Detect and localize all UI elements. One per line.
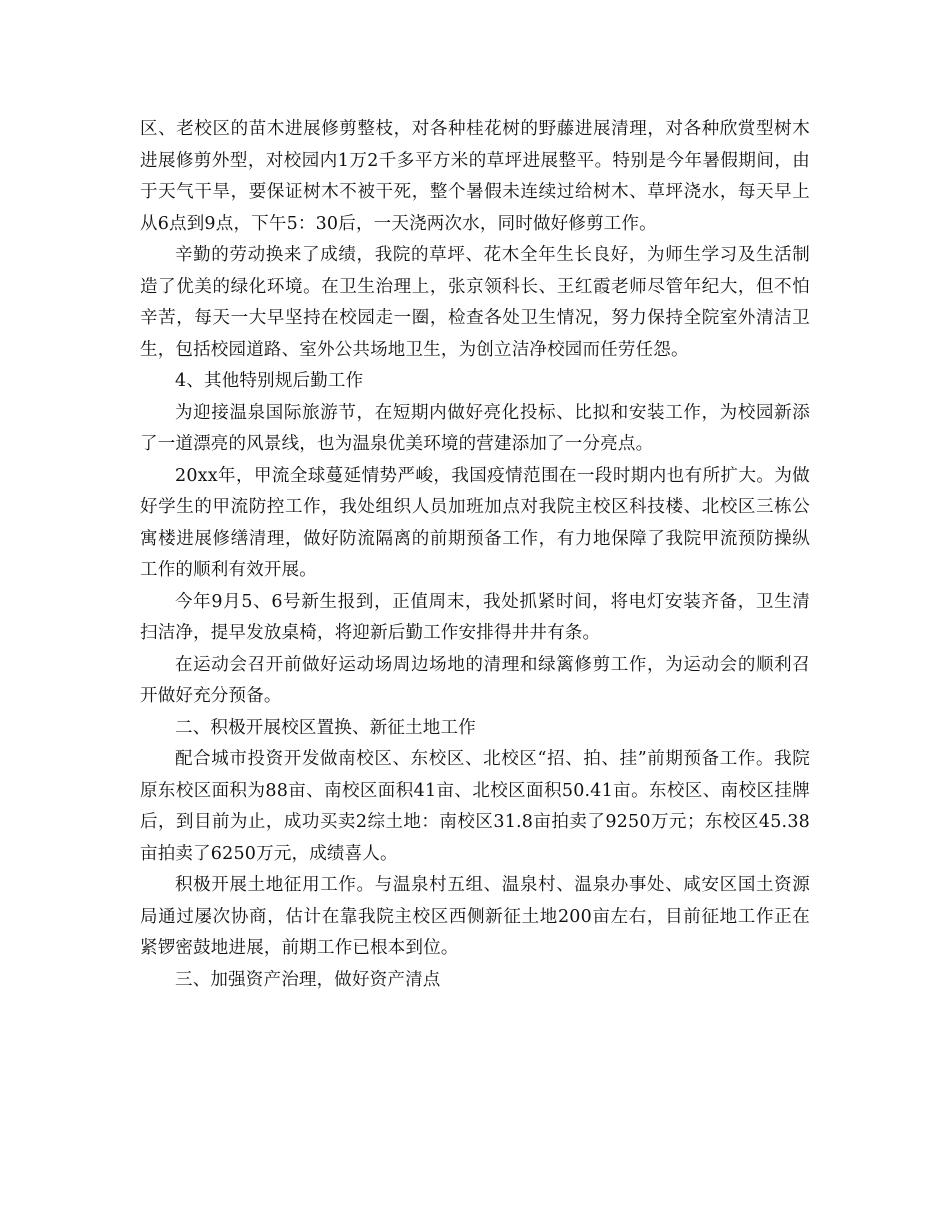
paragraph-sports-meet: 在运动会召开前做好运动场周边场地的清理和绿篱修剪工作，为运动会的顺利召开做好充分预备。 (140, 654, 810, 706)
paragraph-tourism-festival: 为迎接温泉国际旅游节，在短期内做好亮化投标、比拟和安装工作，为校园新添了一道漂亮的风景线，也为温泉优美环境的营建添加了一分亮点。 (140, 402, 810, 454)
paragraph-new-students: 今年9月5、6号新生报到，正值周末，我处抓紧时间，将电灯安装齐备，卫生清扫洁净，提早发放桌椅，将迎新后勤工作安排得井井有条。 (140, 591, 810, 643)
document-body (140, 114, 810, 996)
paragraph-greening-continued: 区、老校区的苗木进展修剪整枝，对各种桂花树的野藤进展清理，对各种欣赏型树木进展修剪外型，对校园内1万2千多平方米的草坪进展整平。特别是今年暑假期间，由于天气干旱，要保证树木不被干死，整个暑假未连续过给树木、草坪浇水，每天早上从6点到9点，下午5：30后，一天浇两次水，同时做好修剪工作。 (140, 119, 810, 234)
section-heading-asset-management: 三、加强资产治理，做好资产清点 (175, 969, 441, 990)
paragraph-land-auction: 配合城市投资开发做南校区、东校区、北校区“招、拍、挂”前期预备工作。我院原东校区面积为88亩、南校区面积41亩、北校区面积50.41亩。东校区、南校区挂牌后，到目前为止，成功买卖2综土地：南校区31.8亩拍卖了9250万元；东校区45.38亩拍卖了6250万元，成绩喜人。 (140, 749, 810, 864)
paragraph-land-acquisition: 积极开展土地征用工作。与温泉村五组、温泉村、温泉办事处、咸安区国土资源局通过屡次协商，估计在靠我院主校区西侧新征土地200亩左右，目前征地工作正在紧锣密鼓地进展，前期工作已根本到位。 (140, 875, 810, 958)
section-heading-other-logistics: 4、其他特别规后勤工作 (175, 371, 364, 391)
section-heading-campus-replacement: 二、积极开展校区置换、新征土地工作 (175, 717, 476, 738)
paragraph-flu-prevention: 20xx年，甲流全球蔓延情势严峻，我国疫情范围在一段时期内也有所扩大。为做好学生的甲流防控工作，我处组织人员加班加点对我院主校区科技楼、北校区三栋公寓楼进展修缮清理，做好防流隔离的前期预备工作，有力地保障了我院甲流预防操纵工作的顺利有效开展。 (140, 465, 810, 580)
paragraph-greening-results: 辛勤的劳动换来了成绩，我院的草坪、花木全年生长良好，为师生学习及生活制造了优美的绿化环境。在卫生治理上，张京领科长、王红霞老师尽管年纪大，但不怕辛苦，每天一大早坚持在校园走一圈，检查各处卫生情况，努力保持全院室外清洁卫生，包括校园道路、室外公共场地卫生，为创立洁净校园而任劳任怨。 (140, 245, 810, 360)
